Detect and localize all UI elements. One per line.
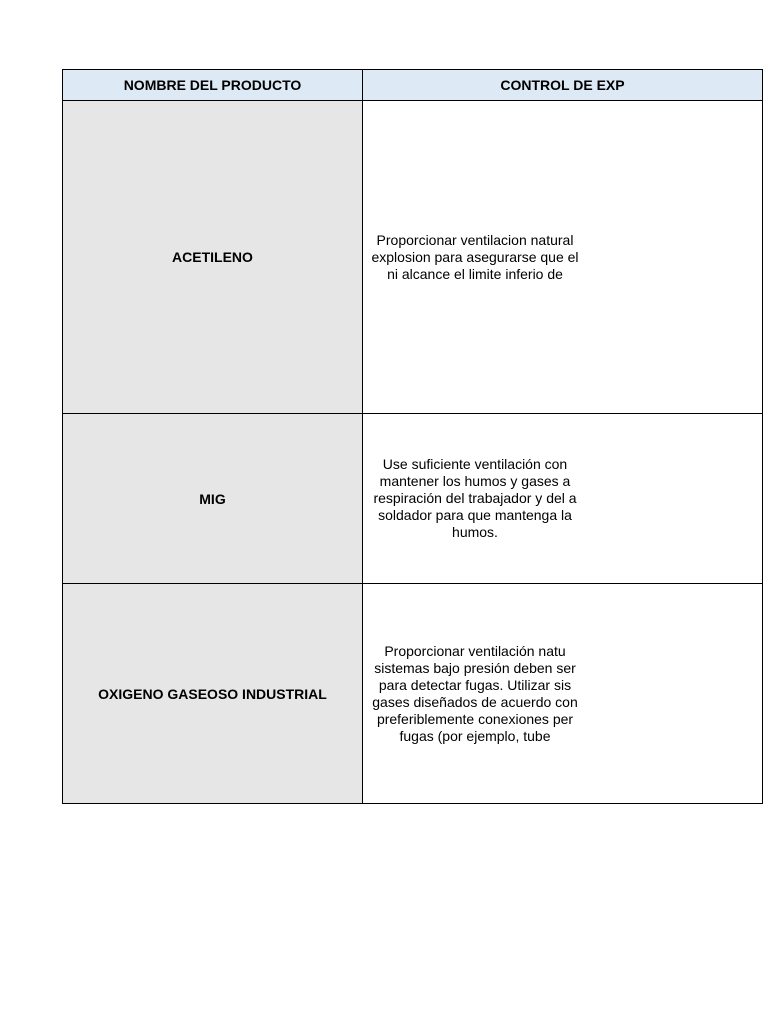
product-name-cell: MIG xyxy=(63,414,363,584)
table-row xyxy=(63,414,763,584)
control-cell xyxy=(363,414,763,584)
product-name-cell: OXIGENO GASEOSO INDUSTRIAL xyxy=(63,584,363,804)
control-text: Proporcionar ventilación natu sistemas bajo presión deben ser para detectar fugas. Utilizar sis gases diseñados de acuerdo con preferiblemente conexiones per fugas (por ejemplo, tube xyxy=(372,642,578,744)
control-cell xyxy=(363,584,763,804)
control-text: Use suficiente ventilación con mantener los humos y gases a respiración del trabajador y del a soldador para que mantenga la humos. xyxy=(373,456,577,540)
table-row xyxy=(63,584,763,804)
header-product-name: NOMBRE DEL PRODUCTO xyxy=(63,70,363,101)
control-cell xyxy=(363,101,763,414)
table-viewport xyxy=(62,69,625,805)
product-name-cell: ACETILENO xyxy=(63,101,363,414)
table-row xyxy=(63,101,763,414)
header-row xyxy=(63,70,763,101)
header-exposure-control: CONTROL DE EXP xyxy=(363,70,763,101)
control-text: Proporcionar ventilacion natural explosion para asegurarse que el ni alcance el limite inferio de xyxy=(371,231,579,282)
product-control-table xyxy=(62,69,763,804)
